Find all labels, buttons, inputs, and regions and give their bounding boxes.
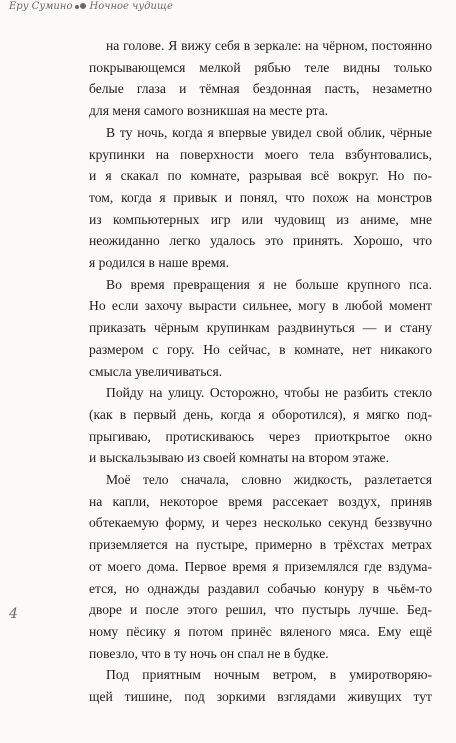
header-book-title: Ночное чудище (89, 1, 173, 12)
page-number: 4 (9, 606, 18, 622)
running-header (9, 1, 173, 12)
text-line: Но если захочу вырасти сильнее, могу в любой момент (89, 298, 432, 314)
text-line: том, когда я привык и понял, что похож на монстров (89, 189, 432, 205)
header-ornament-icon (75, 1, 87, 12)
text-line: обтекаемую форму, и через несколько секунд беззвучно (89, 515, 432, 531)
text-line: и я скакал по комнате, разрывая всё вокруг. Но по- (89, 168, 432, 184)
text-line: и выскальзываю из своей комнаты на втором этаже. (89, 450, 389, 466)
text-line: прыгиваю, протискиваюсь через приоткрытое окно (89, 428, 432, 444)
paragraph (89, 274, 432, 383)
text-line: (как в первый день, когда я оборотился), я мягко под- (89, 406, 432, 422)
text-line: повезло, что в ту ночь он спал не в будке. (89, 645, 329, 661)
text-line: покрывающемся мелкой рябью теле видны только (89, 59, 432, 75)
text-line: Под приятным ночным ветром, в умиротворяю- (106, 667, 432, 683)
text-line: на капли, некоторое время рассекает воздух, приняв (89, 493, 432, 509)
text-line: белые глаза и тёмная бездонная пасть, незаметно (89, 81, 432, 97)
text-line: дворе и после этого решил, что пустырь лучше. Бед- (89, 602, 432, 618)
text-line: смысла увеличиваться. (89, 363, 223, 379)
text-line: щей тишине, под зоркими взглядами живущих тут (89, 689, 432, 705)
paragraph (89, 122, 432, 274)
paragraph (89, 35, 432, 122)
text-line: неожиданно легко удалось это принять. Хорошо, что (89, 233, 432, 249)
text-line: ному пёсику я потом принёс вяленого мяса. Ему ещё (89, 623, 432, 639)
text-line: на голове. Я вижу себя в зеркале: на чёрном, постоянно (106, 38, 432, 53)
text-line: ется, но однажды раздавил собачью конуру в чьём-то (89, 580, 432, 596)
text-line: я родился в наше время. (89, 255, 230, 271)
text-line: крупинки на поверхности моего тела взбунтовались, (89, 146, 432, 162)
text-line: Пойду на улицу. Осторожно, чтобы не разбить стекло (106, 385, 432, 401)
text-line: размером с гору. Но сейчас, в комнате, нет никакого (89, 341, 432, 357)
text-line: от моего дома. Первое время я приземлялся где вздума- (89, 558, 432, 574)
text-line: В ту ночь, когда я впервые увидел свой облик, чёрные (106, 124, 432, 140)
header-author: Еру Сумино (9, 1, 73, 12)
paragraph (89, 664, 432, 707)
text-line: приказать чёрным крупинкам раздвинуться — и стану (89, 320, 432, 336)
text-line: из компьютерных игр или чудовищ из аниме, мне (89, 211, 432, 227)
paragraph (89, 382, 432, 469)
page-body (89, 35, 432, 708)
text-line: Во время превращения я не больше крупного пса. (106, 276, 432, 292)
text-line: приземляется на пустыре, примерно в трёхстах метрах (89, 537, 432, 553)
text-line: для меня самого возникшая на месте рта. (89, 103, 329, 119)
paragraph (89, 469, 432, 664)
text-line: Моё тело сначала, словно жидкость, разлетается (106, 472, 432, 488)
